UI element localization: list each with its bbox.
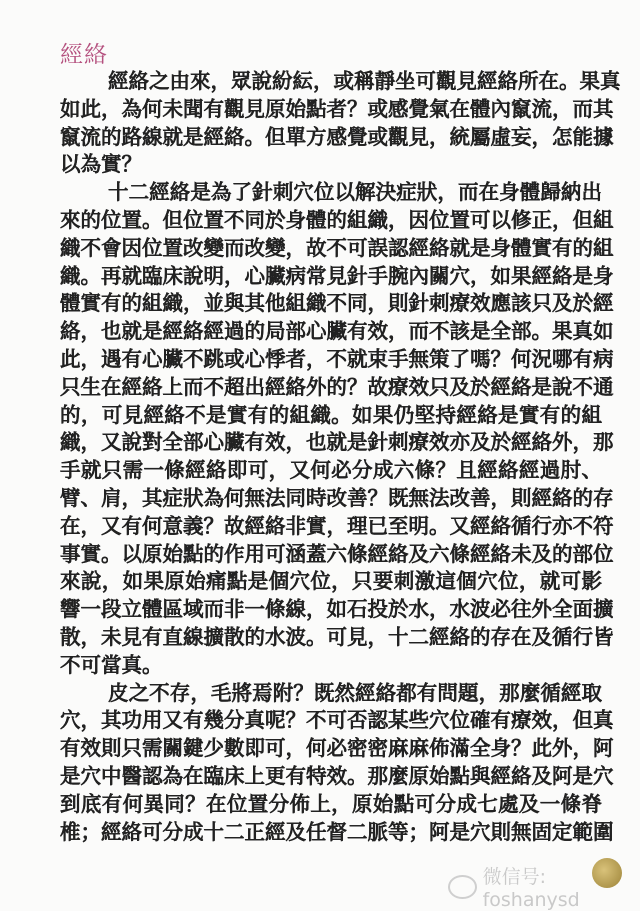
text-line: 體實有的組織，並與其他組織不同，則針刺療效應該只及於經 xyxy=(60,291,614,316)
text-line: 十二經絡是為了針刺穴位以解決症狀，而在身體歸納出 xyxy=(108,180,602,205)
text-line: 不可當真。 xyxy=(60,652,163,677)
text-line: 如此，為何未聞有觀見原始點者？或感覺氣在體內竄流，而其 xyxy=(60,96,614,121)
text-line: 來的位置。但位置不同於身體的組織，因位置可以修正，但組 xyxy=(60,207,614,232)
text-line: 響一段立體區域而非一條線，如石投於水，水波必往外全面擴 xyxy=(60,597,614,622)
text-line: 有效則只需關鍵少數即可，何必密密麻麻佈滿全身？此外，阿 xyxy=(60,736,614,761)
text-line: 織不會因位置改變而改變，故不可誤認經絡就是身體實有的組 xyxy=(60,235,614,260)
logo-badge xyxy=(592,858,622,888)
text-line: 皮之不存，毛將焉附？既然經絡都有問題，那麼循經取 xyxy=(108,680,602,705)
text-line: 手就只需一條經絡即可，又何必分成六條？且經絡經過肘、 xyxy=(60,458,602,483)
text-line: 事實。以原始點的作用可涵蓋六條經絡及六條經絡未及的部位 xyxy=(60,541,614,566)
text-line: 是穴中醫認為在臨床上更有特效。那麼原始點與經絡及阿是穴 xyxy=(60,763,614,788)
text-line: 的，可見經絡不是實有的組織。如果仍堅持經絡是實有的組 xyxy=(60,402,602,427)
text-line: 穴，其功用又有幾分真呢？不可否認某些穴位確有療效，但真 xyxy=(60,708,614,733)
wechat-icon xyxy=(448,875,477,899)
watermark-text: 微信号: foshanysd xyxy=(482,866,580,911)
text-line: 到底有何異同？在位置分佈上，原始點可分成七處及一條脊 xyxy=(60,791,602,816)
section-title: 經絡 xyxy=(60,42,108,68)
text-line: 竄流的路線就是經絡。但單方感覺或觀見，統屬虛妄，怎能據 xyxy=(60,124,614,149)
text-line: 此，遇有心臟不跳或心悸者，不就束手無策了嗎？何況哪有病 xyxy=(60,346,614,371)
text-line: 臂、肩，其症狀為何無法同時改善？既無法改善，則經絡的存 xyxy=(60,485,614,510)
text-line: 織，又說對全部心臟有效，也就是針刺療效亦及於經絡外，那 xyxy=(60,430,614,455)
text-line: 散，未見有直線擴散的水波。可見，十二經絡的存在及循行皆 xyxy=(60,624,614,649)
text-line: 來說，如果原始痛點是個穴位，只要刺激這個穴位，就可影 xyxy=(60,569,602,594)
text-line: 在，又有何意義？故經絡非實，理已至明。又經絡循行亦不符 xyxy=(60,513,614,538)
text-line: 只生在經絡上而不超出經絡外的？故療效只及於經絡是說不通 xyxy=(60,374,614,399)
text-line: 經絡之由來，眾說紛紜，或稱靜坐可觀見經絡所在。果真 xyxy=(108,69,621,93)
text-line: 織。再就臨床說明，心臟病常見針手腕內關穴，如果經絡是身 xyxy=(60,263,614,288)
text-line: 以為實？ xyxy=(60,152,142,177)
text-line: 絡，也就是經絡經過的局部心臟有效，而不該是全部。果真如 xyxy=(60,319,614,344)
text-line: 椎；經絡可分成十二正經及任督二脈等；阿是穴則無固定範圍 xyxy=(60,819,614,844)
article-body xyxy=(60,68,621,846)
